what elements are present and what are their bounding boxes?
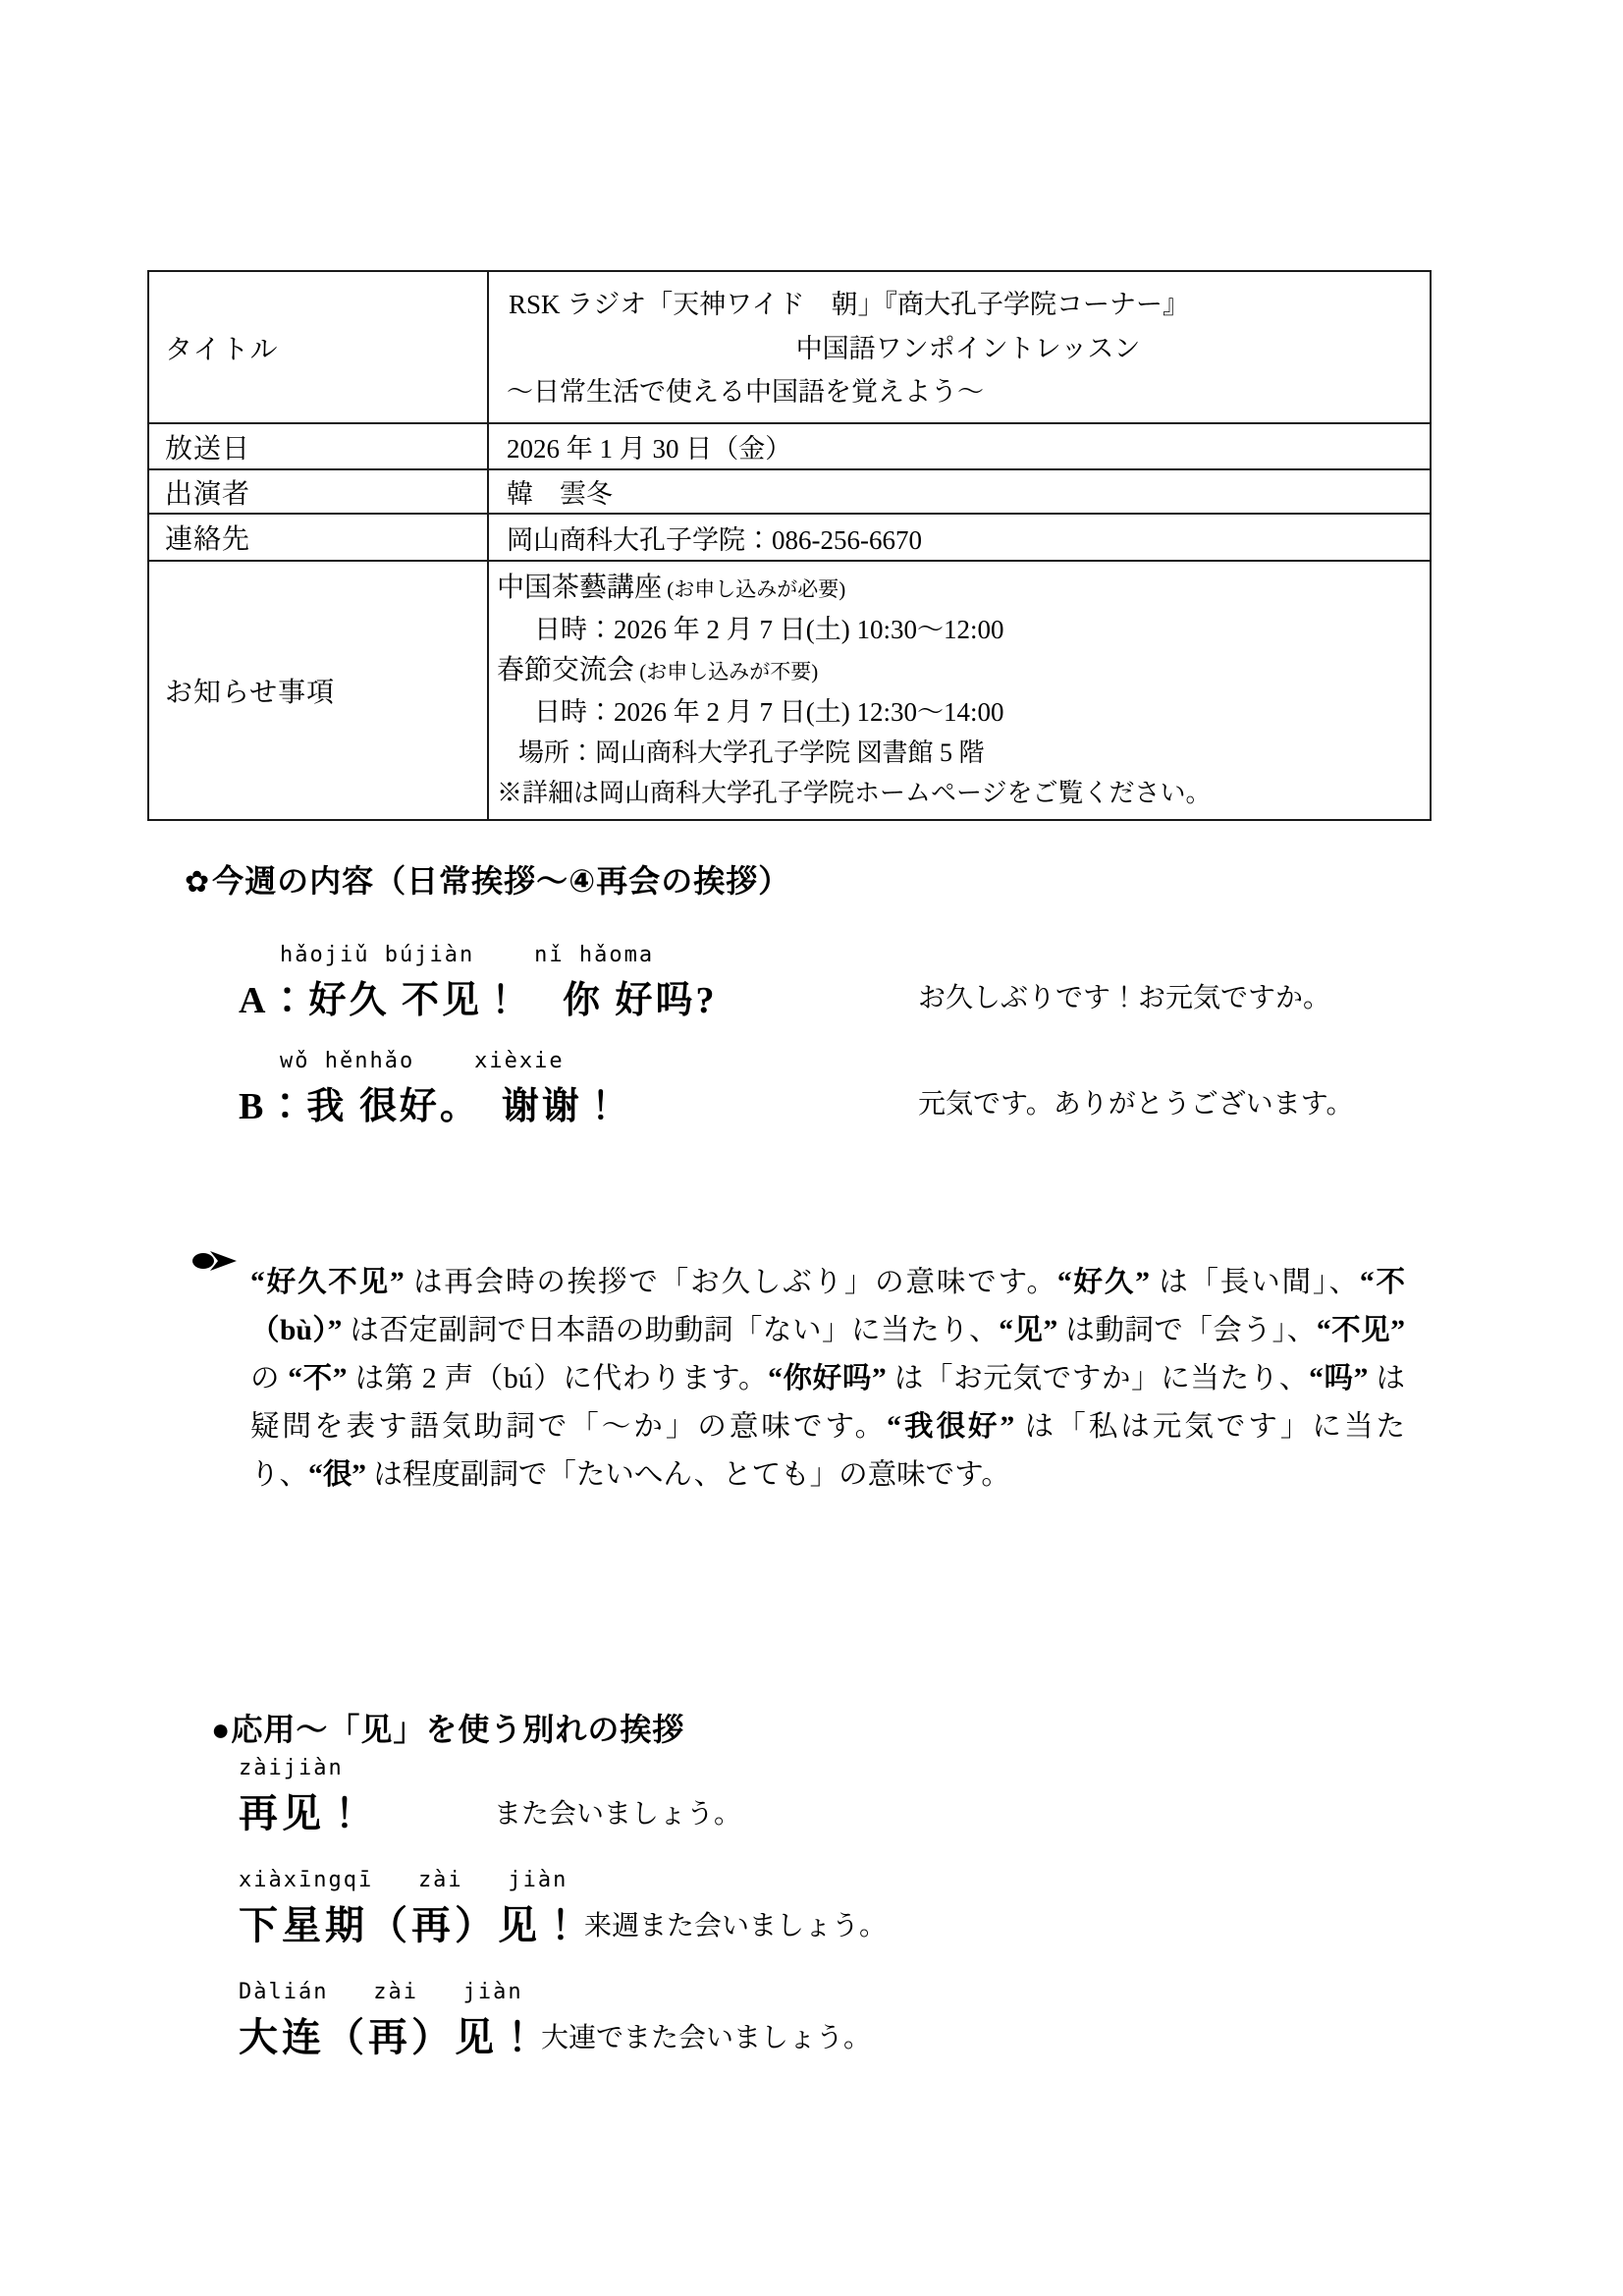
row-label-performer: 出演者 xyxy=(148,469,488,514)
expl-text: は否定副詞で日本語の助動詞「ない」に当たり、 xyxy=(342,1314,1000,1346)
row-label-title: タイトル xyxy=(148,271,488,423)
row-value-broadcast-date: 2026 年 1 月 30 日（金） xyxy=(488,423,1431,469)
phrase-pinyin: xiàxīngqī zài jiàn xyxy=(239,1868,568,1892)
phrase-pinyin: zàijiàn xyxy=(239,1756,344,1780)
event2-title: 春節交流会 xyxy=(497,655,635,685)
phrase-item xyxy=(239,1980,887,2062)
explanation-paragraph xyxy=(250,1259,1405,1500)
flower-icon: ✿ xyxy=(185,866,211,899)
phrase-pinyin: Dàlián zài jiàn xyxy=(239,1980,523,2004)
chinese-line-b: B：我 很好。 谢谢！ xyxy=(239,1086,622,1127)
expl-term: “好久不见” xyxy=(250,1266,405,1298)
arrow-bullet-icon xyxy=(192,1249,238,1278)
row-value-contact: 岡山商科大孔子学院：086-256-6670 xyxy=(488,514,1431,561)
expl-term: “你好吗” xyxy=(768,1362,887,1394)
apply-section-heading: ●応用～「见」を使う別れの挨拶 xyxy=(211,1712,685,1747)
phrase-left xyxy=(239,1980,541,2062)
expl-term: “不见” xyxy=(1316,1314,1405,1346)
speech-a xyxy=(239,943,918,1023)
pinyin-b: wǒ hěnhǎo xièxie xyxy=(280,1049,565,1073)
notice-event1-title-line xyxy=(497,568,1424,610)
expl-term: “很” xyxy=(308,1458,367,1491)
expl-term: “好久” xyxy=(1056,1266,1150,1298)
dialogue-line-a xyxy=(239,943,1505,1023)
table-row-broadcast-date xyxy=(148,423,1431,469)
phrase-item xyxy=(239,1868,887,1950)
expl-text: は程度副詞で「たいへん、とても」の意味です。 xyxy=(366,1458,1010,1491)
phrase-chinese: 下星期（再）见！ xyxy=(239,1903,584,1947)
row-label-notice: お知らせ事項 xyxy=(148,561,488,820)
notice-event2-title-line xyxy=(497,650,1424,692)
event2-time: 日時：2026 年 2 月 7 日(土) 12:30～14:00 xyxy=(534,697,1004,727)
event1-time: 日時：2026 年 2 月 7 日(土) 10:30～12:00 xyxy=(534,615,1004,644)
phrase-left xyxy=(239,1868,584,1950)
phrase-chinese: 再见！ xyxy=(239,1791,368,1835)
translation-b: 元気です。ありがとうございます。 xyxy=(918,1089,1354,1120)
table-row-notice xyxy=(148,561,1431,820)
table-row-title xyxy=(148,271,1431,423)
expl-text: は「私は元気です」に当たり、 xyxy=(250,1410,1405,1491)
pinyin-a: hǎojiǔ bújiàn nǐ hǎoma xyxy=(280,943,655,967)
expl-text: の xyxy=(250,1362,289,1394)
phrase-translation: 大連でまた会いましょう。 xyxy=(541,2023,872,2053)
table-row-contact xyxy=(148,514,1431,561)
expl-text: は再会時の挨拶で「お久しぶり」の意味です。 xyxy=(404,1266,1057,1298)
phrase-translation: 来週また会いましょう。 xyxy=(584,1911,888,1941)
row-value-title xyxy=(488,271,1431,423)
speech-b xyxy=(239,1049,918,1129)
expl-term: “不（bù）” xyxy=(250,1266,1405,1346)
dialogue-line-b xyxy=(239,1049,1505,1129)
expl-text: は第 2 声（bú）に代わります。 xyxy=(347,1362,769,1394)
expl-text: は「お元気ですか」に当たり、 xyxy=(886,1362,1310,1394)
row-value-notice xyxy=(488,561,1431,820)
phrase-item xyxy=(239,1756,887,1838)
table-row-performer xyxy=(148,469,1431,514)
row-value-performer: 韓 雲冬 xyxy=(488,469,1431,514)
lesson-subtitle-line: ～日常生活で使える中国語を覚えよう～ xyxy=(507,376,984,407)
dialogue-block xyxy=(239,943,1505,1155)
row-label-contact: 連絡先 xyxy=(148,514,488,561)
info-table xyxy=(147,270,1432,821)
row-label-broadcast-date: 放送日 xyxy=(148,423,488,469)
expl-text: は動詞で「会う」、 xyxy=(1057,1314,1317,1346)
phrase-left xyxy=(239,1756,494,1838)
event2-note: (お申し込みが不要) xyxy=(634,660,819,683)
expl-term: “吗” xyxy=(1309,1362,1369,1394)
expl-term: “不” xyxy=(288,1362,348,1394)
expl-text: は「長い間」、 xyxy=(1149,1266,1360,1298)
event1-note: (お申し込みが必要) xyxy=(662,577,846,601)
event-place: 場所：岡山商科大学孔子学院 図書館 5 階 xyxy=(518,738,985,767)
week-heading-text: 今週の内容（日常挨拶～④再会の挨拶） xyxy=(212,863,791,899)
lesson-title-line: 中国語ワンポイントレッスン xyxy=(795,333,1141,363)
expl-term: “见” xyxy=(999,1314,1058,1346)
week-section-heading xyxy=(185,856,790,902)
chinese-line-a: A：好久 不见！ 你 好吗? xyxy=(239,980,718,1021)
notice-footnote: ※詳細は岡山商科大学孔子学院ホームページをご覧ください。 xyxy=(497,779,1212,807)
event1-title: 中国茶藝講座 xyxy=(497,573,663,603)
farewell-phrases-block xyxy=(239,1756,887,2092)
translation-a: お久しぶりです！お元気ですか。 xyxy=(918,983,1331,1013)
phrase-translation: また会いましょう。 xyxy=(494,1799,742,1830)
phrase-chinese: 大连（再）见！ xyxy=(239,2015,541,2059)
program-title-line: RSK ラジオ「天神ワイド 朝」『商大孔子学院コーナー』 xyxy=(509,289,1189,319)
expl-text: は疑問を表す語気助詞で「～か」の意味です。 xyxy=(250,1362,1405,1443)
expl-term: “我很好” xyxy=(887,1410,1015,1443)
